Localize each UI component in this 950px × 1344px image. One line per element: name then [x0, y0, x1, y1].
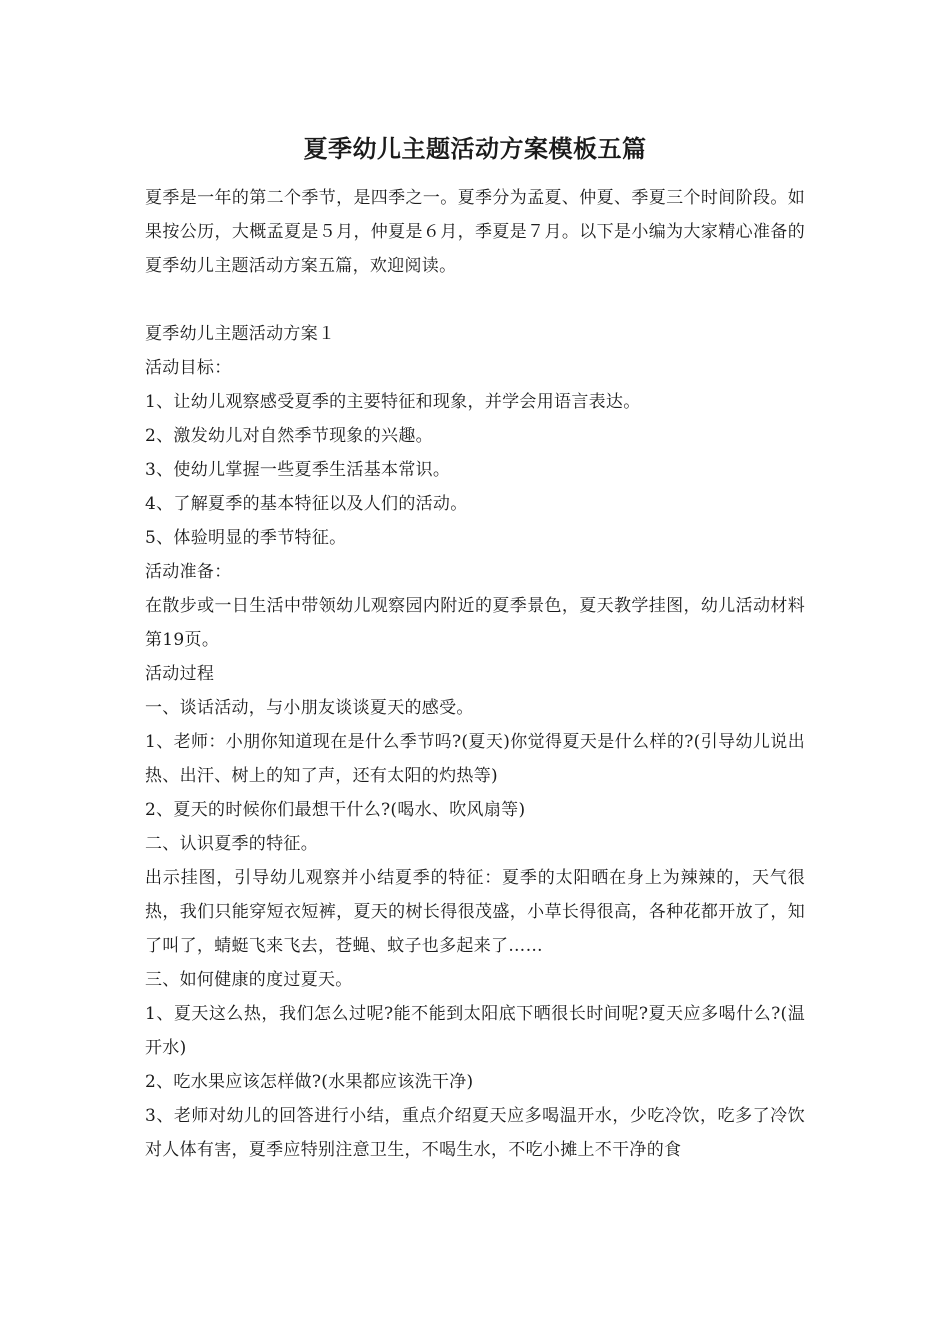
process-item: 2、夏天的时候你们最想干什么?(喝水、吹风扇等) [145, 800, 526, 820]
process-item: 1、老师：小朋你知道现在是什么季节吗?(夏天)你觉得夏天是什么样的?(引导幼儿说出热、出汗、树上的知了声，还有太阳的灼热等) [145, 732, 805, 786]
process-step: 一、谈话活动，与小朋友谈谈夏天的感受。 [145, 698, 474, 718]
process-text: 出示挂图，引导幼儿观察并小结夏季的特征：夏季的太阳晒在身上为辣辣的，天气很热，我们只能穿短衣短裤，夏天的树长得很茂盛，小草长得很高，各种花都开放了，知了叫了，蜻蜓飞来飞去，苍蝇、蚊子也多起来了…… [145, 868, 805, 956]
subheading-goals: 活动目标： [145, 358, 232, 378]
process-item: 2、吃水果应该怎样做?(水果都应该洗干净) [145, 1072, 474, 1092]
goal-item: 5、体验明显的季节特征。 [145, 528, 347, 548]
goal-item: 1、让幼儿观察感受夏季的主要特征和现象，并学会用语言表达。 [145, 392, 641, 412]
preparation-text: 在散步或一日生活中带领幼儿观察园内附近的夏季景色，夏天教学挂图，幼儿活动材料第19页。 [145, 596, 805, 650]
process-step: 二、认识夏季的特征。 [145, 834, 318, 854]
goal-item: 3、使幼儿掌握一些夏季生活基本常识。 [145, 460, 451, 480]
process-item: 1、夏天这么热，我们怎么过呢?能不能到太阳底下晒很长时间呢?夏天应多喝什么?(温开水) [145, 1004, 805, 1058]
process-item: 3、老师对幼儿的回答进行小结，重点介绍夏天应多喝温开水，少吃冷饮，吃多了冷饮对人体有害，夏季应特别注意卫生，不喝生水，不吃小摊上不干净的食 [145, 1106, 805, 1160]
document-title: 夏季幼儿主题活动方案模板五篇 [303, 134, 647, 163]
subheading-preparation: 活动准备： [145, 562, 232, 582]
goal-item: 4、了解夏季的基本特征以及人们的活动。 [145, 494, 468, 514]
paragraph-gap [145, 283, 805, 317]
process-step: 三、如何健康的度过夏天。 [145, 970, 353, 990]
subheading-process: 活动过程 [145, 664, 215, 684]
section-heading: 夏季幼儿主题活动方案１ [145, 324, 336, 344]
intro-paragraph: 夏季是一年的第二个季节，是四季之一。夏季分为孟夏、仲夏、季夏三个时间阶段。如果按公历，大概孟夏是５月，仲夏是６月，季夏是７月。以下是小编为大家精心准备的夏季幼儿主题活动方案五篇，欢迎阅读。 [145, 188, 805, 276]
document-body [145, 181, 805, 1167]
goal-item: 2、激发幼儿对自然季节现象的兴趣。 [145, 426, 433, 446]
